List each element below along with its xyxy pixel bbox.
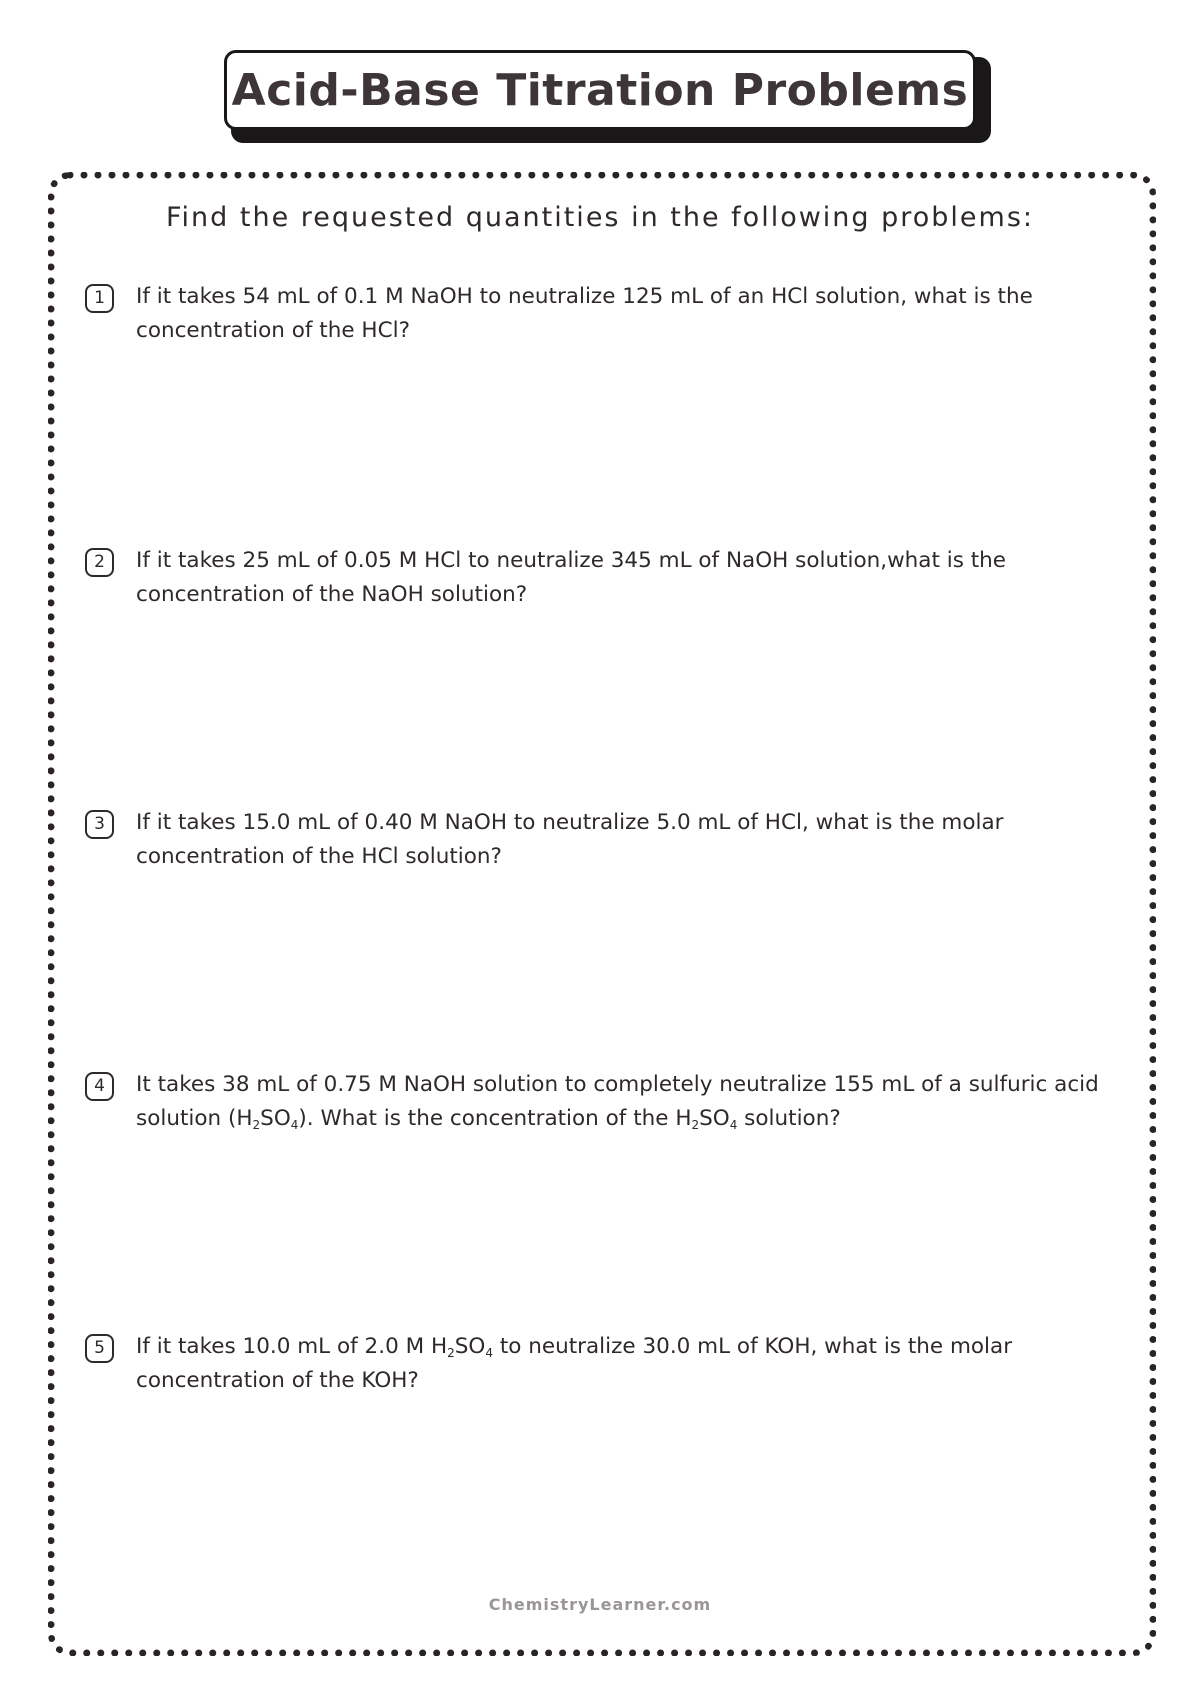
subscript: 2 (691, 1118, 700, 1132)
dotted-border-frame (48, 172, 1156, 1656)
subscript: 2 (447, 1346, 455, 1360)
subscript: 4 (729, 1118, 738, 1132)
problem-text-segment: SO (260, 1106, 291, 1131)
problem-text-segment: solution? (737, 1106, 841, 1131)
problem-text-segment: to neutralize 30.0 mL of KOH, what is the molar concentration of the KOH? (136, 1334, 1013, 1393)
problem-text: If it takes 15.0 mL of 0.40 M NaOH to neutralize 5.0 mL of HCl, what is the molar concentration of the HCl solution? (136, 810, 1004, 869)
problem-number-badge: 2 (85, 548, 114, 577)
problem-number-badge: 1 (85, 284, 114, 313)
subscript: 4 (485, 1346, 493, 1360)
page-title: Acid-Base Titration Problems (231, 64, 969, 116)
subscript: 4 (290, 1118, 299, 1132)
problem-number-badge: 5 (85, 1334, 114, 1363)
problem-text (136, 1068, 1136, 1136)
problem-number-badge: 4 (85, 1072, 114, 1101)
title-box (224, 50, 976, 130)
instructions: Find the requested quantities in the following problems: (165, 202, 1035, 233)
problem-text-segment: It takes 38 mL of 0.75 M NaOH solution to completely neutralize 155 mL of a sulfuric acid solution (H (136, 1072, 1099, 1131)
problem-number-badge: 3 (85, 810, 114, 839)
problem-text (136, 1330, 1136, 1398)
problem-text-segment: If it takes 10.0 mL of 2.0 M H (136, 1334, 448, 1359)
problem-text-segment: SO (454, 1334, 486, 1359)
problem-text-segment: ). What is the concentration of the H (298, 1106, 692, 1131)
subscript: 2 (252, 1118, 261, 1132)
problem-text: If it takes 54 mL of 0.1 M NaOH to neutralize 125 mL of an HCl solution, what is the concentration of the HCl? (136, 284, 1033, 343)
problem-text-segment: SO (699, 1106, 730, 1131)
footer-credit: ChemistryLearner.com (488, 1595, 712, 1614)
problem-text: If it takes 25 mL of 0.05 M HCl to neutralize 345 mL of NaOH solution,what is the concentration of the NaOH solution? (136, 548, 1007, 607)
